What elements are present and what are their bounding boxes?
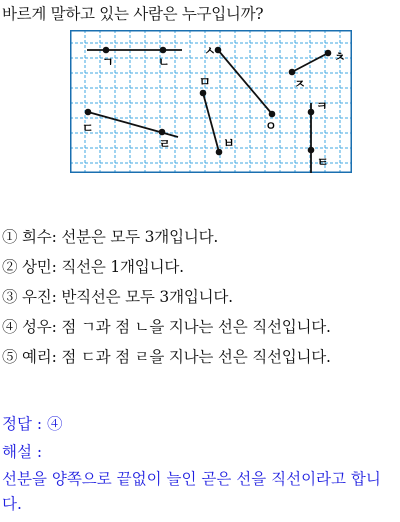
point-r (159, 129, 166, 136)
point-b (216, 149, 223, 156)
option-3[interactable]: ③ 우진: 반직선은 모두 3개입니다. (2, 288, 233, 306)
option-1[interactable]: ① 희수: 선분은 모두 3개입니다. (2, 228, 219, 246)
option-4[interactable]: ④ 성우: 점 ㄱ과 점 ㄴ을 지나는 선은 직선입니다. (2, 318, 331, 336)
point-ch (325, 50, 332, 57)
label-ch: ㅊ (334, 50, 346, 64)
label-d: ㄷ (82, 121, 94, 135)
option-2[interactable]: ② 상민: 직선은 1개입니다. (2, 258, 184, 276)
label-n: ㄴ (158, 55, 170, 69)
label-r: ㄹ (159, 137, 171, 151)
point-t (308, 147, 315, 154)
point-g (103, 47, 110, 54)
label-j: ㅈ (294, 77, 306, 91)
answer-label: 정답 : ④ (2, 415, 63, 433)
segment-s-o (218, 50, 272, 114)
point-s (215, 47, 222, 54)
ray-j-ch (292, 52, 330, 72)
point-j (289, 69, 296, 76)
label-g: ㄱ (102, 55, 114, 69)
point-n (160, 47, 167, 54)
label-b: ㅂ (223, 136, 235, 150)
point-d (85, 109, 92, 116)
geometry-figure (70, 30, 352, 173)
label-s: ㅅ (204, 44, 216, 58)
label-o: ㅇ (265, 119, 277, 133)
label-t: ㅌ (317, 155, 329, 169)
label-k: ㅋ (316, 99, 328, 113)
option-5[interactable]: ⑤ 예리: 점 ㄷ과 점 ㄹ을 지나는 선은 직선입니다. (2, 348, 331, 366)
grid-figure-svg (70, 30, 352, 173)
explanation-label: 해설 : (2, 443, 43, 461)
point-m (200, 90, 207, 97)
point-k (308, 109, 315, 116)
question-text: 바르게 말하고 있는 사람은 누구입니까? (2, 5, 264, 23)
label-m: ㅁ (199, 75, 211, 89)
point-o (269, 111, 276, 118)
explanation-text: 선분을 양쪽으로 끝없이 늘인 곧은 선을 직선이라고 합니다. (2, 470, 381, 513)
